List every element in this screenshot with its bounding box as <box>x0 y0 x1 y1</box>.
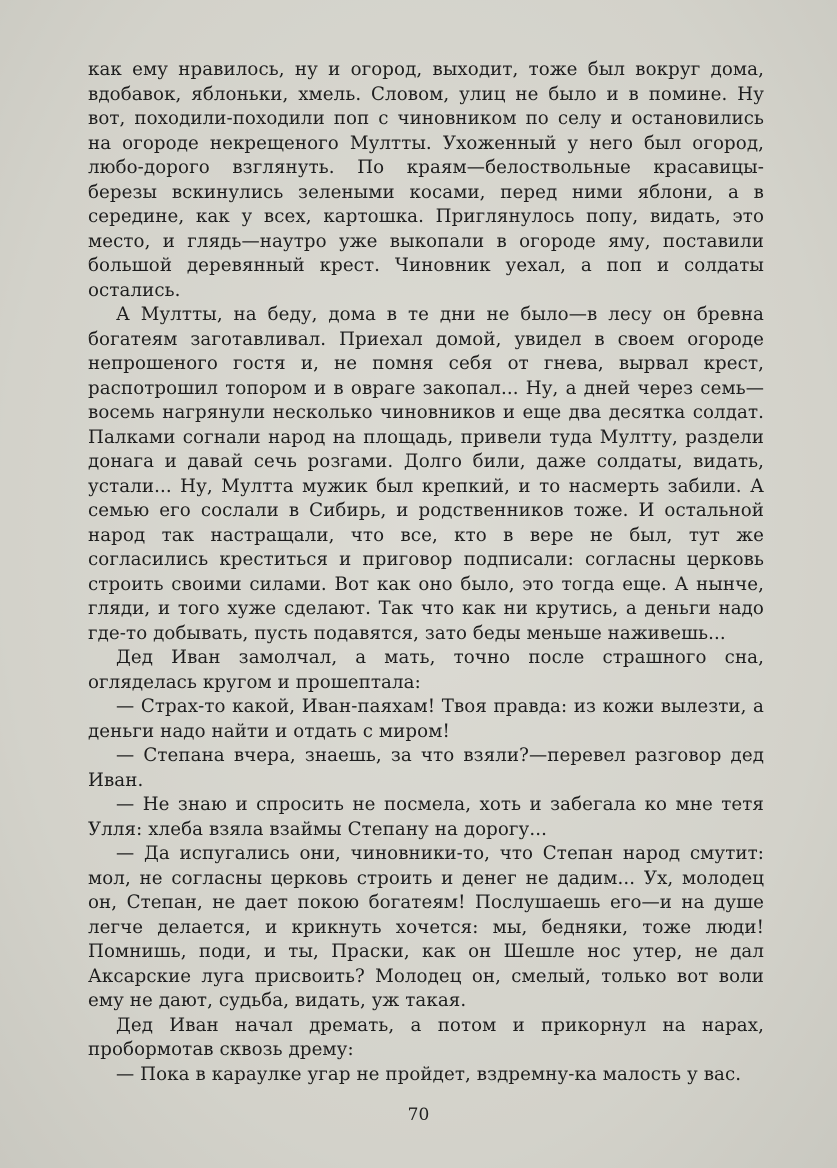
paragraph: — Страх-то какой, Иван-паяхам! Твоя правда: из кожи вылезти, а деньги надо найти и отдать с миром! <box>88 696 764 742</box>
paragraph: — Да испугались они, чиновники-то, что Степан народ смутит: мол, не согласны церковь строить и денег не дадим... Ух, молодец он, Степан, не дает покою богатеям! Послушаешь его—и на душе легче делается, и крикнуть хочется: мы, бедняки, тоже люди! Помнишь, поди, и ты, Праски, как он Шешле нос утер, не дал Аксарские луга присвоить? Молодец он, смелый, только вот воли ему не дают, судьба, видать, уж такая. <box>88 843 764 1011</box>
paragraph: А Мултты, на беду, дома в те дни не было—в лесу он бревна богатеям заготавливал. Приехал домой, увидел в своем огороде непрошеного гостя и, не помня себя от гнева, вырвал крест, распотрошил топором и в овраге закопал... Ну, а дней через семь—восемь нагрянули несколько чиновников и еще два десятка солдат. Палками согнали народ на площадь, привели туда Мултту, раздели донага и давай сечь розгами. Долго били, даже солдаты, видать, устали... Ну, Мултта мужик был крепкий, и то насмерть забили. А семью его сослали в Сибирь, и родственников тоже. И остальной народ так настращали, что все, кто в вере не был, тут же согласились креститься и приговор подписали: согласны церковь строить своими силами. Вот как оно было, это тогда еще. А нынче, гляди, и того хуже сделают. Так что как ни крутись, а деньги надо где-то добывать, пусть подавятся, зато беды меньше наживешь... <box>88 304 764 644</box>
paragraph: Дед Иван замолчал, а мать, точно после страшного сна, огляделась кругом и прошептала: <box>88 647 764 693</box>
paragraph: — Пока в караулке угар не пройдет, вздремну-ка малость у вас. <box>116 1063 742 1085</box>
page-number: 70 <box>407 1105 430 1125</box>
page-body-text <box>88 58 764 1087</box>
paragraph: как ему нравилось, ну и огород, выходит, тоже был вокруг дома, вдобавок, яблоньки, хмель. Словом, улиц не было и в помине. Ну вот, походили-походили поп с чиновником по селу и остановились на огороде некрещеного Мултты. Ухоженный у него был огород, любо-дорого взглянуть. По краям—белоствольные красавицы-березы вскинулись зелеными косами, перед ними яблони, а в середине, как у всех, картошка. Приглянулось попу, видать, это место, и глядь—наутро уже выкопали в огороде яму, поставили большой деревянный крест. Чиновник уехал, а поп и солдаты остались. <box>88 59 764 301</box>
paragraph: Дед Иван начал дремать, а потом и прикорнул на нарах, пробормотав сквозь дрему: <box>88 1014 764 1060</box>
paragraph: — Не знаю и спросить не посмела, хоть и забегала ко мне тетя Улля: хлеба взяла взаймы Степану на дорогу... <box>88 794 764 840</box>
paragraph: — Степана вчера, знаешь, за что взяли?—перевел разговор дед Иван. <box>88 745 764 791</box>
